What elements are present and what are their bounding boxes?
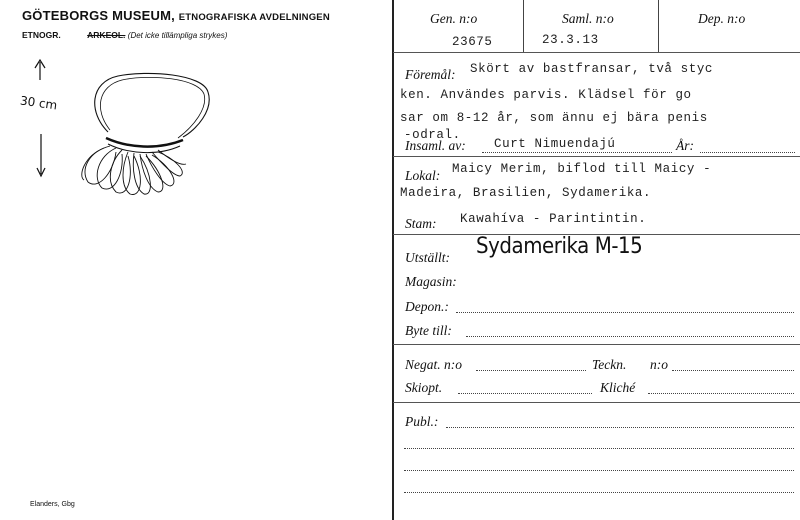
negat-dots: [476, 370, 586, 371]
teckn-no-label: n:o: [650, 357, 668, 372]
column-divider-2: [658, 0, 659, 52]
column-divider-1: [523, 0, 524, 52]
card-left-border: [392, 0, 394, 520]
measurement-note: 30 cm: [19, 93, 59, 113]
negat-label: Negat. n:o: [405, 357, 462, 372]
strike-note: (Det icke tillämpliga strykes): [127, 31, 228, 40]
lokal-line-1: Maicy Merim, biflod till Maicy -: [452, 162, 712, 176]
saml-label: Saml. n:o: [562, 11, 614, 26]
kliche-dots: [648, 393, 794, 394]
saml-value: 23.3.13: [542, 33, 599, 47]
skiopt-label: Skiopt.: [405, 380, 443, 395]
byte-rule: [393, 344, 800, 345]
foremal-line-1: Skört av bastfransar, två styc: [470, 62, 714, 76]
ar-dots: [700, 152, 795, 153]
utstallt-label: Utställt:: [405, 250, 451, 265]
teckn-dots: [672, 370, 794, 371]
insaml-rule: [393, 156, 800, 157]
publ-dots-2: [404, 448, 794, 449]
foremal-label: Föremål:: [405, 67, 456, 82]
teckn-label: Teckn.: [592, 357, 627, 372]
department-name: ETNOGRAFISKA AVDELNINGEN: [178, 12, 330, 23]
publ-dots-3: [404, 470, 794, 471]
dep-label: Dep. n:o: [698, 11, 746, 26]
header-subline: [22, 30, 227, 40]
foremal-line-4: -odral.: [404, 128, 461, 142]
header-row-rule: [393, 52, 800, 53]
insaml-value: Curt Nimuendajú: [494, 137, 616, 151]
publ-dots-4: [404, 492, 794, 493]
depon-dots: [456, 312, 794, 313]
museum-name: GÖTEBORGS MUSEUM,: [22, 8, 175, 23]
arkeol-label: ARKEOL.: [87, 30, 126, 40]
etnogr-label: ETNOGR.: [22, 30, 61, 40]
foremal-line-2: ken. Användes parvis. Klädsel för go: [400, 88, 692, 102]
ar-label: År:: [676, 138, 694, 153]
gen-label: Gen. n:o: [430, 11, 478, 26]
skirt-sketch: [18, 52, 228, 212]
kliche-label: Kliché: [600, 380, 636, 395]
insaml-dots: [482, 152, 672, 153]
skiopt-dots: [458, 393, 592, 394]
gen-value: 23675: [452, 35, 493, 49]
publ-label: Publ.:: [405, 414, 439, 429]
depon-label: Depon.:: [405, 299, 449, 314]
lokal-line-2: Madeira, Brasilien, Sydamerika.: [400, 186, 652, 200]
byte-label: Byte till:: [405, 323, 452, 338]
lokal-label: Lokal:: [405, 168, 441, 183]
skiopt-rule: [393, 402, 800, 403]
header-title: [22, 8, 330, 23]
byte-dots: [466, 336, 794, 337]
stam-value: Kawahíva - Parintintin.: [460, 212, 647, 226]
insaml-label: Insaml. av:: [405, 138, 466, 153]
utstallt-value: Sydamerika M-15: [476, 234, 643, 259]
foremal-line-3: sar om 8-12 år, som ännu ej bära penis: [400, 111, 708, 125]
magasin-label: Magasin:: [405, 274, 457, 289]
stam-label: Stam:: [405, 216, 437, 231]
publ-dots-1: [446, 427, 794, 428]
printer-imprint: Elanders, Gbg: [30, 501, 75, 508]
